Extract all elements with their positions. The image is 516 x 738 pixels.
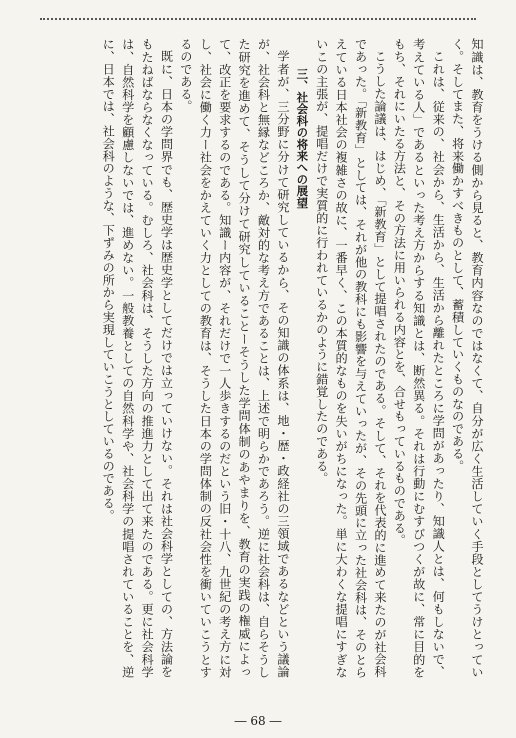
paragraph-1: 知識は、教育をうける側から見ると、教育内容なのではなくて、自分が広く生活していく手段としてうけとっていく。そしてまた、将来働かすべきものとして、蓄積していくものなのである。	[450, 38, 484, 678]
paragraph-4: 学者が、三分野に分けて研究しているから、その知識の体系は、地・歴・政経社の三領域であるなどという議論が、社会科と無縁などころか、敵対的な考え方であることは、上述で明らかであろう。逆に社会科は、自らそうした研究を進めて、そうして分けて研究していることーそうした学問体制のあやまりを、教育の実践の権威によって、改正を要求するのである。知識ー内容が、それだけで一人歩きするのだという旧・十八、九世紀の考え方に対し、社会に働く力ー社会をかえていく力としての教育は、そうした日本の学問体制の反社会性を衝いていこうとするのである。	[178, 38, 290, 678]
paragraph-3: こうした論議は、はじめ、「新教育」として提唱されたのである。そして、それを代表的に進めて来たのが社会科であった。「新教育」としては、それが他の教科にも影響を与えていったが、その先頭に立った社会科は、そのとらえている日本社会の複雑さの故に、一番早く、この本質的なものを失いがちになった。単に大わくな提唱にすぎないこの主張が、提唱だけで実質的に行われているかのように錯覚したのである。	[314, 38, 387, 678]
section-heading: 三、社会科の将来への展望	[295, 67, 310, 209]
vertical-text-body	[30, 38, 486, 678]
page-number: ― 68 ―	[234, 714, 282, 728]
paragraph-5: 既に、日本の学問界でも、歴史学は歴史学としてだけでは立っていけない。それは社会科学としての、方法論をもたねばならなくなっている。むしろ、社会科は、そうした方向の推進力として出て来たのである。更に社会科学は、自然科学を顧慮しないでは、進めない。一般教養としての自然科学や、社会科学の提唱されていることを、逆に、日本では、社会科のような、下ずみの所から実現していこうとしているのである。	[101, 38, 174, 678]
top-dotted-rule	[40, 18, 476, 20]
paragraph-2: これは、従来の、社会から、生活から、生活から離れたところに学問があったり、知識人とは、何もしないで、考えている人」であるといった考え方からする知識とは、断然異る。それは行動にむすびつくが故に、常に目的をもち、それにいたる方法と、その方法に用いられる内容とを、合せもっているものである。	[392, 38, 446, 678]
